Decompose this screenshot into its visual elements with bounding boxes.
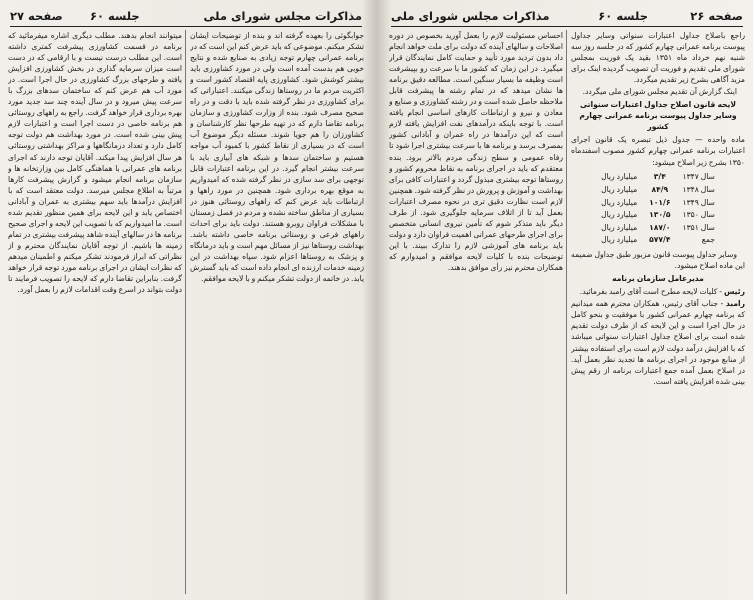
column-divider xyxy=(566,30,567,594)
budget-unit: میلیارد ریال xyxy=(601,210,638,220)
budget-table xyxy=(595,171,721,247)
budget-value: ۳/۴ xyxy=(653,172,666,182)
budget-row xyxy=(595,221,721,234)
budget-label: جمع xyxy=(701,235,715,245)
budget-label: سال ۱۳۵۰ xyxy=(682,210,715,220)
text-column-right xyxy=(571,30,745,596)
budget-unit: میلیارد ریال xyxy=(601,172,638,182)
budget-value: ۱۳۰/۵ xyxy=(649,210,671,220)
paragraph: احساس مسئولیت لازم را بعمل آورید بخصوص در دوره اصلاحات و سالهای آینده که دولت برای ملت خواهد انجام داد بدون تردید مورد تأیید و حمایت کامل نمایندگان قرار میگیرد. در این زمان که کشور ما با سرعت رو بپیشرفت است وظیفه ما بسیار سنگین است. مطالعه دقیق برنامه ها نشان میدهد که در تمام رشته ها پیشرفت قابل ملاحظه حاصل شده است و در رشته کشاورزی و صنایع و معادن و نیرو و ارتباطات کارهای اساسی انجام یافته است. با توجه باینکه درآمدهای نفت افزایش یافته لازم است که این درآمدها در راه عمران و آبادانی کشور بمصرف برسد و برنامه ها با سرعت بیشتری اجرا شود تا رفاه عمومی و سطح زندگی مردم بالاتر برود. بنده معتقدم که باید در اجرای برنامه به نقاط محروم کشور و روستاها توجه بیشتری مبذول گردد و اعتبارات کافی برای بهداشت و آموزش و پرورش در نظر گرفته شود. همچنین لازم است نظارت دقیق تری در نحوه مصرف اعتبارات بعمل آید تا از اتلاف سرمایه جلوگیری شود. از طرف دیگر باید متذکر شوم که تأمین نیروی انسانی متخصص برای اجرای طرحهای عمرانی اهمیت فراوان دارد و دولت باید برنامه های آموزشی لازم را تدارک ببیند. با این توضیحات بنده با کلیات لایحه موافقم و امیدوارم که همکاران محترم نیز رأی موافق بدهند. xyxy=(389,31,563,272)
book-title: مذاکرات مجلس شورای ملی xyxy=(391,9,550,23)
speaker-name: رامبد xyxy=(725,299,745,309)
budget-label: سال ۱۳۵۱ xyxy=(682,222,715,232)
budget-value: ۸۴/۹ xyxy=(651,184,669,194)
chair-remark: رئیس - کلیات لایحه مطرح است آقای رامبد بفرمائید. xyxy=(579,287,745,297)
budget-row xyxy=(595,234,721,247)
budget-label: سال ۱۳۴۸ xyxy=(682,184,715,194)
budget-unit: میلیارد ریال xyxy=(601,197,638,207)
signatory: مدیرعامل سازمان برنامه xyxy=(612,274,704,284)
budget-row xyxy=(595,208,721,221)
session-label: جلسه ۶۰ xyxy=(90,9,140,23)
budget-value: ۱۸۷/۰ xyxy=(649,222,671,232)
paragraph: جوابگوئی را بعهده گرفته اند و بنده از توضیحات ایشان تشکر میکنم. موضوعی که باید عرض کنم این است که در برنامه عمرانی چهارم توجه زیادی به صنایع شده و نتایج خوبی هم بدست آمده است ولی در مورد کشاورزی باید بیشتر کوشش شود. کشاورزی پایه اقتصاد کشور است و اکثریت مردم ما در روستاها زندگی میکنند. اعتباراتی که برای کشاورزی در نظر گرفته شده باید با دقت و در راه صحیح مصرف شود. بنده از وزارت کشاورزی و سازمان برنامه تقاضا دارم که در تهیه طرحها نظر کارشناسان و کشاورزان را هم جویا شوند. مسئله دیگر موضوع آب است که در بسیاری از نقاط کشور با کمبود آب مواجه هستیم و ساختمان سدها و شبکه های آبیاری باید با سرعت بیشتر انجام گیرد. در این برنامه اعتبارات قابل توجهی برای سد سازی در نظر گرفته شده که امیدواریم به موقع بهره برداری شود. همچنین در مورد راهها و ارتباطات باید عرض کنم که راههای روستائی هنوز در بسیاری از مناطق ساخته نشده و مردم در فصل زمستان با مشکلات فراوان روبرو هستند. دولت باید برای احداث راههای فرعی و روستائی برنامه خاصی داشته باشد. بهداشت روستاها نیز از مسائل مهم است و باید درمانگاه و پزشک به روستاها اعزام شود. سپاه بهداشت در این زمینه خدمات ارزنده ای انجام داده است که باید گسترش یابد. در خاتمه از دولت تشکر میکنم و با لایحه موافقم. xyxy=(190,31,364,284)
page-26 xyxy=(381,0,753,600)
page-number: صفحه ۲۷ xyxy=(10,9,63,23)
intro-paragraph-2: اینک گزارش آن تقدیم مجلس شورای ملی میگردد. xyxy=(582,87,737,97)
intro-paragraph: راجع باصلاح جداول اعتبارات سنواتی وسایر جداول پیوست برنامه عمرانی چهارم کشور که در جلسه روز سه شنبه نهم خرداد ماه ۱۳۵۱ بقید یک فوریت بمجلس شورای ملی تقدیم و فوریت آن تصویب گردیده اینک برای مزید آگاهی بشرح زیر تقدیم میگردد. xyxy=(571,31,745,85)
budget-label: سال ۱۳۴۹ xyxy=(682,197,715,207)
law-title: لایحه قانون اصلاح جداول اعتبارات سنواتی وسایر جداول پیوست برنامه عمرانی چهارم کشور xyxy=(579,100,737,132)
remark-text: کلیات لایحه مطرح است آقای رامبد بفرمائید. xyxy=(579,287,718,297)
budget-row xyxy=(595,171,721,184)
budget-unit: میلیارد ریال xyxy=(601,222,638,232)
page-header xyxy=(391,6,743,27)
budget-value: ۱۰۱/۶ xyxy=(649,197,671,207)
budget-row xyxy=(595,196,721,209)
after-table-text: وسایر جداول پیوست قانون مزبور طبق جداول ضمیمه این ماده اصلاح میشود. xyxy=(571,250,745,271)
column-divider xyxy=(185,30,186,594)
paragraph: میتوانند انجام بدهند. مطلب دیگری اشاره میفرمائید که برنامه در قسمت کشاورزی پیشرفت کمتری داشته است. این مطلب درست نیست و با ارقامی که در دست است میزان سرمایه گذاری در بخش کشاورزی افزایش یافته و طرحهای بزرگ کشاورزی در حال اجرا است. در مورد آب هم عرض کنم که ساختمان سدهای بزرگ با سرعت پیش میرود و در سال آینده چند سد جدید مورد بهره برداری قرار خواهد گرفت. راجع به راههای روستائی هم برنامه خاصی در دست اجرا است و اعتبارات لازم پیش بینی شده است. در مورد بهداشت هم دولت توجه کامل دارد و تعداد درمانگاهها و مراکز بهداشتی روستائی هر سال افزایش پیدا میکند. آقایان توجه دارند که اجرای برنامه های عمرانی با هماهنگی کامل بین وزارتخانه ها و سازمان برنامه انجام میشود و گزارش پیشرفت کارها مرتباً به اطلاع مجلس میرسد. دولت معتقد است که با افزایش درآمدها باید سهم بیشتری به عمران و آبادانی اختصاص یابد و این لایحه برای همین منظور تقدیم شده است. ما امیدواریم که با تصویب این لایحه و اجرای صحیح برنامه ها در سالهای آینده شاهد پیشرفت بیشتری در تمام زمینه ها باشیم. از توجه آقایان نمایندگان محترم و از نظراتی که ابراز فرمودند تشکر میکنم و اطمینان میدهم که نظرات ایشان در اجرای برنامه مورد توجه قرار خواهد گرفت. بنابراین تقاضا دارم که لایحه را تصویب فرمایند تا دولت بتواند در اسرع وقت اقدامات لازم را بعمل آورد. xyxy=(8,31,182,295)
page-27 xyxy=(0,0,372,600)
text-column-left xyxy=(8,30,182,596)
remark-text: جناب آقای رئیس، همکاران محترم همه میدانیم که برنامه چهارم عمرانی کشور با موفقیت و بنحو کامل در حال اجرا است و این لایحه که از طرف دولت تقدیم شده است برای اصلاح جداول اعتبارات سنواتی میباشد که با افزایش درآمد دولت لازم است برای استفاده بیشتر از منابع موجود در اجرای برنامه ها تجدید نظر بعمل آید. در اصلاح بعمل آمده جمع اعتبارات برنامه از رقم پیش بینی شده افزایش یافته است. xyxy=(571,299,745,386)
page-header xyxy=(10,6,362,27)
page-number: صفحه ۲۶ xyxy=(690,9,743,23)
book-title: مذاکرات مجلس شورای ملی xyxy=(203,9,362,23)
article-text: ماده واحده — جدول ذیل تبصره یک قانون اجرای اعتبارات برنامه عمرانی چهارم کشور مصوب اسفندماه ۱۳۵۰ بشرح زیر اصلاح میشود: xyxy=(571,135,745,167)
session-label: جلسه ۶۰ xyxy=(598,9,648,23)
budget-unit: میلیارد ریال xyxy=(601,235,638,245)
budget-row xyxy=(595,183,721,196)
speaker-name: رئیس xyxy=(723,287,745,297)
budget-value: ۵۷۷/۴ xyxy=(649,235,671,245)
speaker-remark: رامبد - جناب آقای رئیس، همکاران محترم همه میدانیم که برنامه چهارم عمرانی کشور با موفقیت و بنحو کامل در حال اجرا است و این لایحه که از طرف دولت تقدیم شده است برای اصلاح جداول اعتبارات سنواتی میباشد که با افزایش درآمد دولت لازم است برای استفاده بیشتر از منابع موجود در اجرای برنامه ها تجدید نظر بعمل آید. در اصلاح بعمل آمده جمع اعتبارات برنامه از رقم پیش بینی شده افزایش یافته است. xyxy=(571,299,745,386)
text-column-left xyxy=(389,30,563,596)
text-column-right xyxy=(190,30,364,596)
budget-label: سال ۱۳۴۷ xyxy=(682,172,715,182)
budget-unit: میلیارد ریال xyxy=(601,184,638,194)
